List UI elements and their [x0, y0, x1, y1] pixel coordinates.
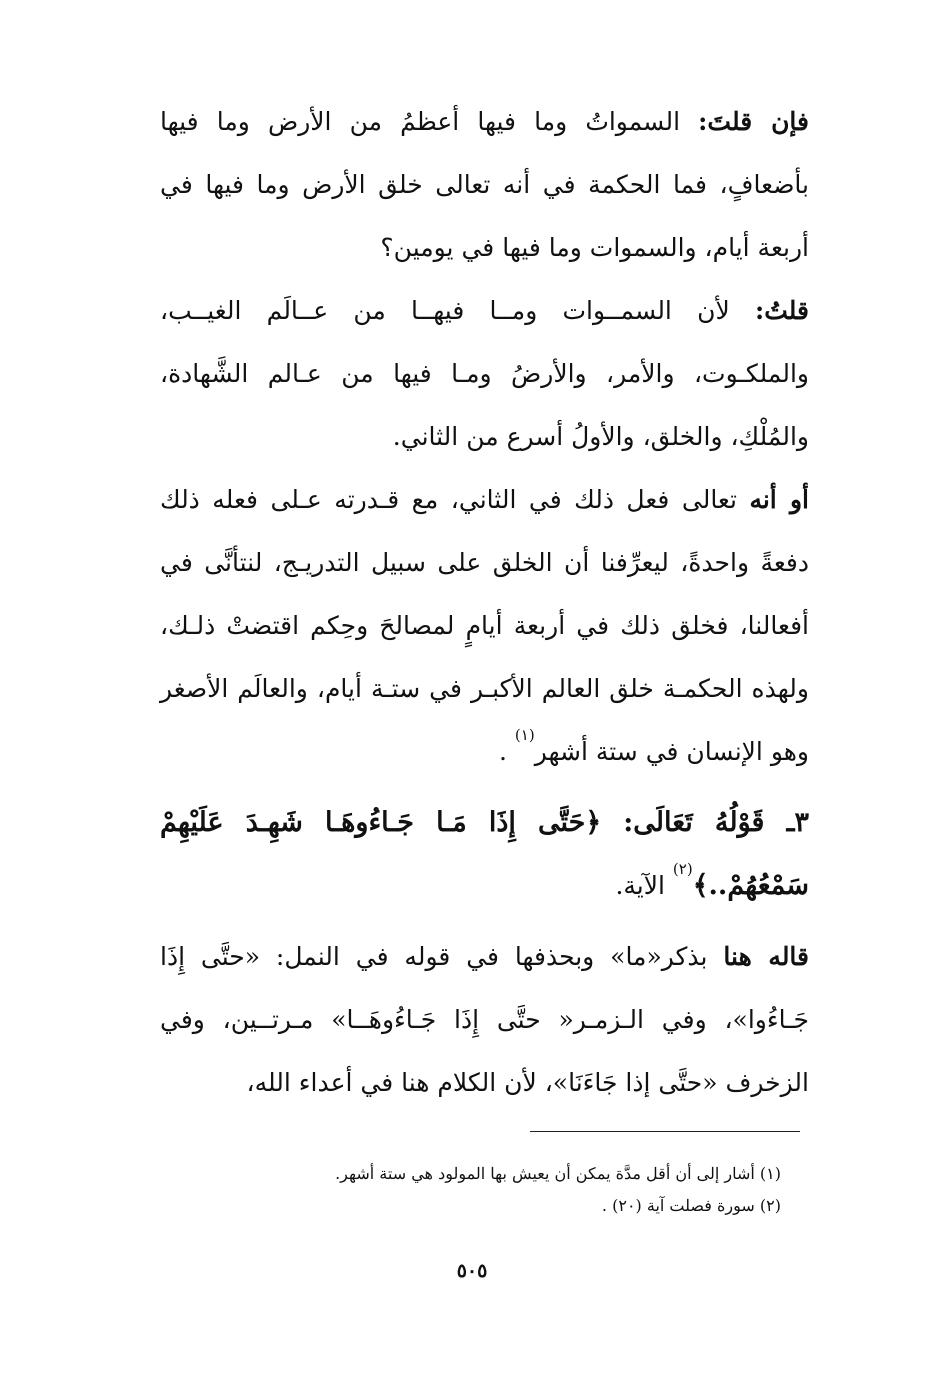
paragraph-answer: [160, 279, 809, 468]
verse-heading: [160, 791, 809, 917]
footnote-reference: (١): [514, 726, 535, 744]
verse-tail: الآية.: [615, 871, 673, 900]
paragraph-question: [160, 90, 809, 279]
paragraph-alternative: [160, 468, 809, 783]
verse-text: ٣ـ قَوْلُهُ تَعَالَى: ﴿حَتَّى إِذَا مَـا جَـاءُوهَـا شَهِـدَ عَلَيْهِمْ سَمْعُهُمْ..﴾: [160, 807, 809, 901]
main-text: [160, 90, 809, 1114]
footnote-separator: [530, 1131, 800, 1132]
paragraph-body: لأن السمــوات ومــا فيهــا من عــالَم الغيــب، والملكـوت، والأمر، والأرضُ ومـا فيها من عـالم الشَّهادة، والمُلْكِ، والخلق، والأولُ أسرع من الثاني.: [160, 296, 809, 451]
paragraph-body: السمواتُ وما فيها أعظمُ من الأرض وما فيها بأضعافٍ، فما الحكمة في أنه تعالى خلق الأرض وما فيها في أربعة أيام، والسموات وما فيها في يومين؟: [160, 107, 809, 262]
spacer: [160, 917, 809, 925]
paragraph-commentary: [160, 925, 809, 1114]
paragraph-lead: فإن قلتَ:: [698, 107, 809, 136]
paragraph-tail: .: [499, 737, 515, 766]
paragraph-lead: أو أنه: [749, 485, 810, 514]
page-number: ٥٠٥: [456, 1260, 488, 1282]
paragraph-lead: قلتُ:: [754, 296, 809, 325]
footnote-2: (٢) سورة فصلت آية (٢٠) .: [601, 1196, 781, 1215]
footnotes: [160, 1158, 781, 1222]
footnote-reference: (٢): [672, 860, 693, 878]
footnote-1: (١) أشار إلى أن أقل مدَّة يمكن أن يعيش بها المولود هي ستة أشهر.: [335, 1164, 781, 1183]
paragraph-body: تعالى فعل ذلك في الثاني، مع قـدرته عـلى فعله ذلك دفعةً واحدةً، ليعرِّفنا أن الخلق على سبيل التدريـج، لنتأنَّى في أفعالنا، فخلق ذلك في أربعة أيامٍ لمصالحَ وحِكم اقتضتْ ذلـك، ولهذه الحكمـة خلق العالم الأكبـر في ستـة أيام، والعالَم الأصغر وهو الإنسان في ستة أشهر: [160, 485, 809, 766]
paragraph-body: بذكر«ما» وبحذفها في قوله في النمل: «حتَّى إِذَا جَـاءُوا»، وفي الـزمـر« حتَّى إِذَا جَـاءُوهَــا» مـرتــين، وفي الزخرف «حتَّى إذا جَاءَنَا»، لأن الكلام هنا في أعداء الله،: [160, 942, 809, 1097]
paragraph-lead: قاله هنا: [723, 942, 810, 971]
spacer: [160, 783, 809, 791]
